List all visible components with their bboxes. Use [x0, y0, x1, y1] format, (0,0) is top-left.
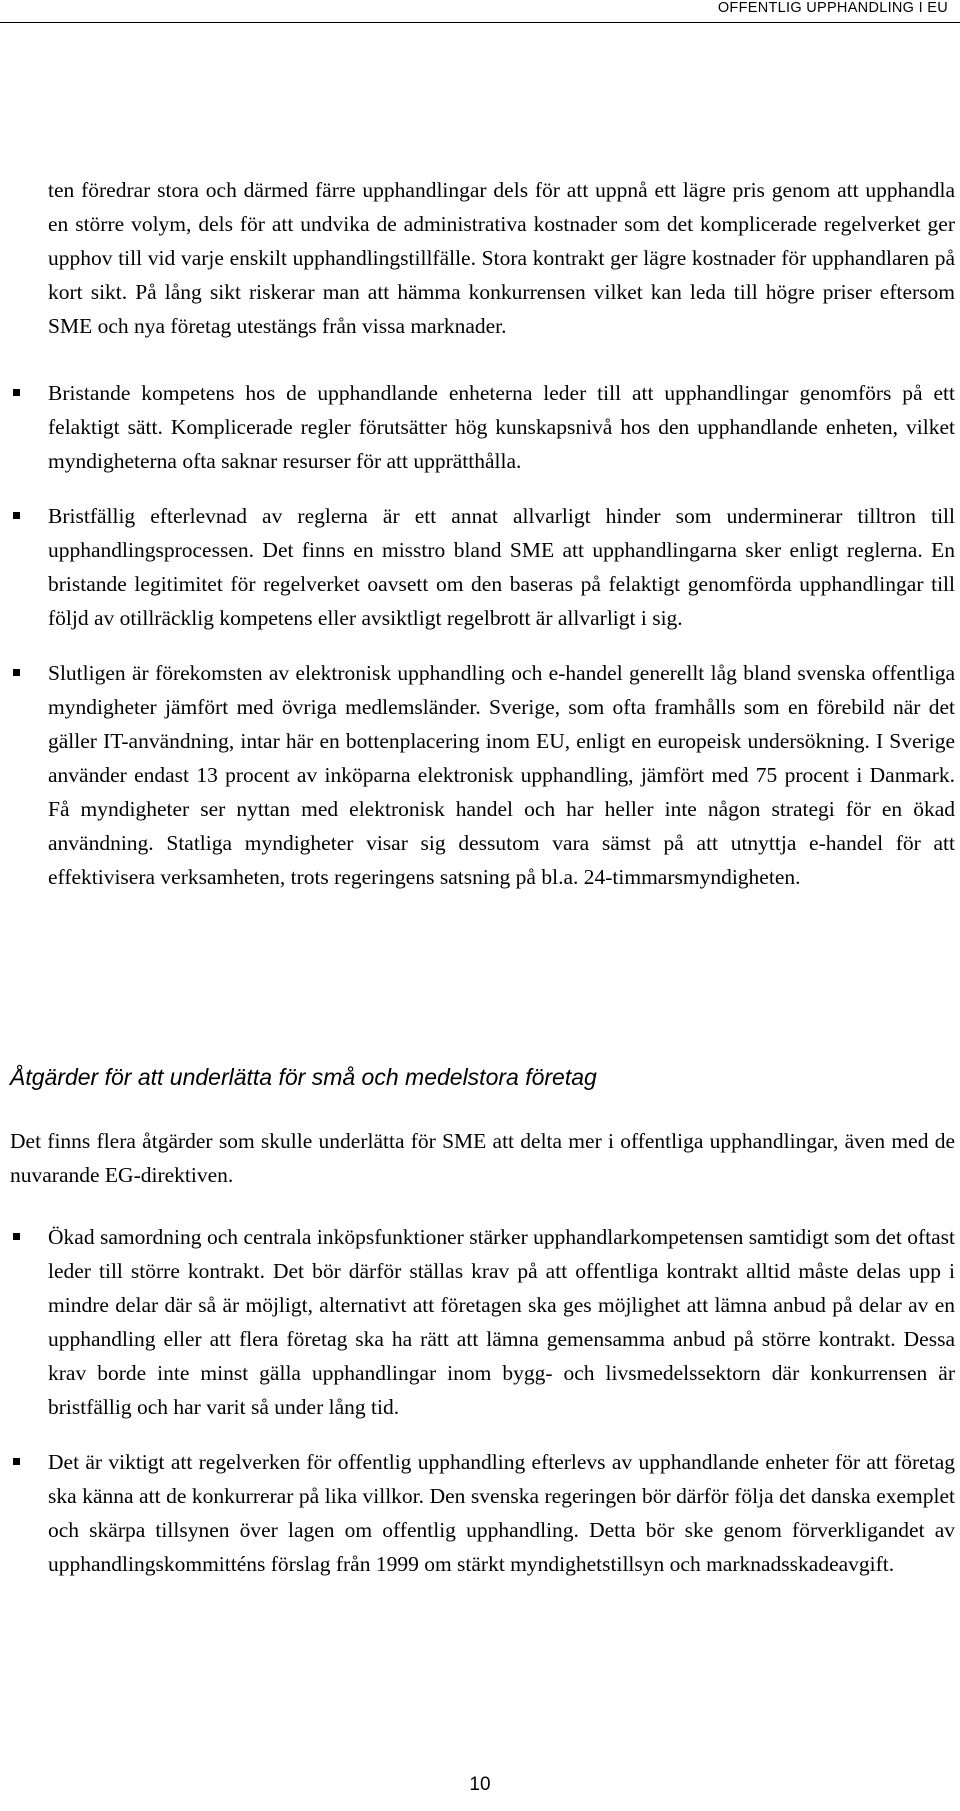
- square-bullet-icon: [13, 669, 20, 676]
- intro-paragraph: ten föredrar stora och därmed färre upphandlingar dels för att uppnå ett lägre pris genom att upphandla en större volym, dels för att undvika de administrativa kostnader som det komplicerade regelverket ger upphov till vid varje enskilt upphandlingstillfälle. Stora kontrakt ger lägre kostnader för upphandlaren på kort sikt. På lång sikt riskerar man att hämma konkurrensen vilket kan leda till högre priser eftersom SME och nya företag utestängs från vissa marknader.: [48, 178, 955, 338]
- list-item: [10, 499, 955, 635]
- square-bullet-icon: [13, 389, 20, 396]
- problems-bullet-list: [10, 376, 955, 915]
- section-lead-paragraph: Det finns flera åtgärder som skulle underlätta för SME att delta mer i offentliga upphandlingar, även med de nuvarande EG-direktiven.: [10, 1129, 955, 1187]
- list-item-text: Bristfällig efterlevnad av reglerna är ett annat allvarligt hinder som underminerar tilltron till upphandlingsprocessen. Det finns en misstro bland SME att upphandlingarna sker enligt reglerna. En bristande legitimitet för regelverket oavsett om den baseras på felaktigt genomförda upphandlingar till följd av otillräcklig kompetens eller avsiktligt regelbrott är allvarligt i sig.: [48, 504, 955, 630]
- list-item-text: Bristande kompetens hos de upphandlande enheterna leder till att upphandlingar genomförs på ett felaktigt sätt. Komplicerade regler förutsätter hög kunskapsnivå hos den upphandlande enheten, vilket myndigheterna ofta saknar resurser för att upprätthålla.: [48, 381, 955, 473]
- header-rule: [0, 22, 960, 23]
- section-heading: Åtgärder för att underlätta för små och medelstora företag: [10, 1064, 597, 1090]
- list-item-text: Slutligen är förekomsten av elektronisk upphandling och e-handel generellt låg bland svenska offentliga myndigheter jämfört med övriga medlemsländer. Sverige, som ofta framhålls som en förebild när det gäller IT-användning, intar här en bottenplacering inom EU, enligt en europeisk undersökning. I Sverige använder endast 13 procent av inköparna elektronisk upphandling, jämfört med 75 procent i Danmark. Få myndigheter ser nyttan med elektronisk handel och har heller inte någon strategi för en ökad användning. Statliga myndigheter visar sig dessutom vara sämst på att utnyttja e-handel för att effektivisera verksamheten, trots regeringens satsning på bl.a. 24-timmarsmyndigheten.: [48, 661, 955, 889]
- list-item: [10, 656, 955, 894]
- square-bullet-icon: [13, 512, 20, 519]
- list-item: [10, 1220, 955, 1424]
- page-number: 10: [469, 1774, 491, 1795]
- list-item-text: Det är viktigt att regelverken för offentlig upphandling efterlevs av upphandlande enheter för att företag ska känna att de konkurrerar på lika villkor. Den svenska regeringen bör därför följa det danska exemplet och skärpa tillsynen över lagen om offentlig upphandling. Detta bör ske genom förverkligandet av upphandlingskommitténs förslag från 1999 om stärkt myndighetstillsyn och marknadsskadeavgift.: [48, 1450, 955, 1576]
- running-header: OFFENTLIG UPPHANDLING I EU: [717, 0, 948, 16]
- measures-bullet-list: [10, 1220, 955, 1602]
- list-item: [10, 376, 955, 478]
- list-item-text: Ökad samordning och centrala inköpsfunktioner stärker upphandlarkompetensen samtidigt som det oftast leder till större kontrakt. Det bör därför ställas krav på att offentliga kontrakt alltid måste delas upp i mindre delar där så är möjligt, alternativt att företagen ska ges möjlighet att lämna anbud på delar av en upphandling eller att flera företag ska ha rätt att lämna gemensamma anbud på större kontrakt. Dessa krav borde inte minst gälla upphandlingar inom bygg- och livsmedelssektorn där konkurrensen är bristfällig och har varit så under lång tid.: [48, 1225, 955, 1419]
- list-item: [10, 1445, 955, 1581]
- square-bullet-icon: [13, 1233, 20, 1240]
- square-bullet-icon: [13, 1458, 20, 1465]
